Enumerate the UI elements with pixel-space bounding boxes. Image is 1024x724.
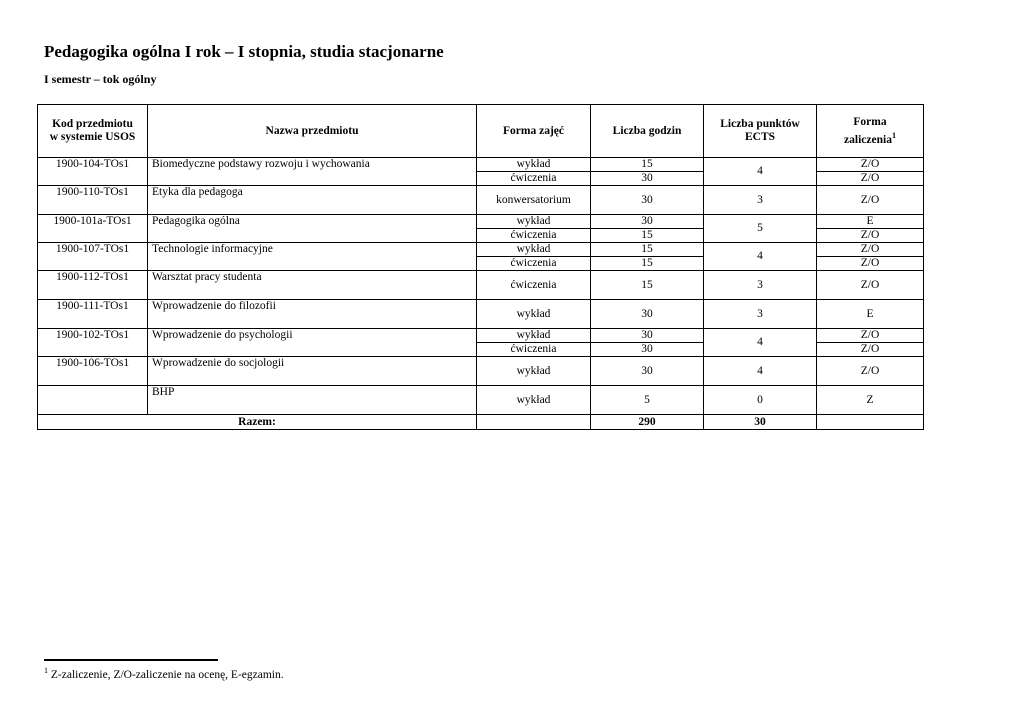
- course-hours: 15: [591, 257, 704, 271]
- course-code: 1900-101a-TOs1: [38, 215, 148, 243]
- course-credit: E: [817, 215, 924, 229]
- course-hours: 30: [591, 343, 704, 357]
- course-credit: Z/O: [817, 357, 924, 386]
- course-credit: Z/O: [817, 243, 924, 257]
- course-ects: 3: [704, 300, 817, 329]
- course-code: 1900-104-TOs1: [38, 158, 148, 186]
- header-name: Nazwa przedmiotu: [148, 105, 477, 158]
- course-form: konwersatorium: [477, 186, 591, 215]
- course-credit: Z/O: [817, 257, 924, 271]
- course-ects: 5: [704, 215, 817, 243]
- course-hours: 15: [591, 229, 704, 243]
- course-form: ćwiczenia: [477, 343, 591, 357]
- total-ects: 30: [704, 415, 817, 430]
- course-hours: 30: [591, 172, 704, 186]
- course-form: wykład: [477, 300, 591, 329]
- footnote: [44, 666, 284, 681]
- course-form: wykład: [477, 386, 591, 415]
- course-hours: 30: [591, 215, 704, 229]
- table-row: [38, 271, 924, 300]
- table-row: [38, 243, 924, 257]
- table-header-row: [38, 105, 924, 158]
- header-credit: [817, 105, 924, 158]
- course-hours: 30: [591, 186, 704, 215]
- total-empty-cell: [477, 415, 591, 430]
- course-ects: 3: [704, 271, 817, 300]
- course-form: wykład: [477, 329, 591, 343]
- course-form: wykład: [477, 243, 591, 257]
- header-code-line2: w systemie USOS: [49, 131, 136, 143]
- total-row: [38, 415, 924, 430]
- course-credit: Z/O: [817, 158, 924, 172]
- footnote-marker: 1: [891, 130, 896, 140]
- page-title: Pedagogika ogólna I rok – I stopnia, studia stacjonarne: [44, 42, 444, 61]
- course-credit: Z: [817, 386, 924, 415]
- course-name: Wprowadzenie do filozofii: [148, 300, 477, 329]
- course-hours: 15: [591, 271, 704, 300]
- course-code: [38, 386, 148, 415]
- course-credit: Z/O: [817, 343, 924, 357]
- table-row: [38, 357, 924, 386]
- page-subtitle: I semestr – tok ogólny: [44, 72, 157, 86]
- course-hours: 5: [591, 386, 704, 415]
- course-credit: Z/O: [817, 329, 924, 343]
- header-code-line1: Kod przedmiotu: [52, 118, 133, 130]
- table-row: [38, 158, 924, 172]
- course-form: wykład: [477, 158, 591, 172]
- course-name: Wprowadzenie do psychologii: [148, 329, 477, 357]
- course-ects: 3: [704, 186, 817, 215]
- footnote-divider: [44, 659, 218, 661]
- course-ects: 4: [704, 158, 817, 186]
- course-credit: Z/O: [817, 271, 924, 300]
- course-credit: Z/O: [817, 186, 924, 215]
- course-hours: 15: [591, 158, 704, 172]
- table-row: [38, 329, 924, 343]
- header-credit-line2: zaliczenia: [844, 133, 892, 146]
- course-hours: 15: [591, 243, 704, 257]
- header-form: Forma zajęć: [477, 105, 591, 158]
- course-name: Etyka dla pedagoga: [148, 186, 477, 215]
- course-ects: 4: [704, 243, 817, 271]
- total-label: Razem:: [38, 415, 477, 430]
- course-ects: 0: [704, 386, 817, 415]
- course-name: Wprowadzenie do socjologii: [148, 357, 477, 386]
- course-code: 1900-112-TOs1: [38, 271, 148, 300]
- header-ects-line1: Liczba punktów: [720, 118, 800, 130]
- course-form: ćwiczenia: [477, 172, 591, 186]
- course-code: 1900-106-TOs1: [38, 357, 148, 386]
- header-ects: [704, 105, 817, 158]
- table-row: [38, 300, 924, 329]
- footnote-number: 1: [44, 666, 48, 675]
- course-ects: 4: [704, 329, 817, 357]
- course-name: BHP: [148, 386, 477, 415]
- header-hours: Liczba godzin: [591, 105, 704, 158]
- course-hours: 30: [591, 357, 704, 386]
- course-hours: 30: [591, 300, 704, 329]
- course-table: [37, 104, 924, 430]
- header-credit-line1: Forma: [853, 115, 887, 128]
- course-code: 1900-102-TOs1: [38, 329, 148, 357]
- course-ects: 4: [704, 357, 817, 386]
- course-name: Biomedyczne podstawy rozwoju i wychowania: [148, 158, 477, 186]
- course-credit: Z/O: [817, 229, 924, 243]
- total-hours: 290: [591, 415, 704, 430]
- footnote-text: Z-zaliczenie, Z/O-zaliczenie na ocenę, E-egzamin.: [48, 668, 284, 681]
- course-form: wykład: [477, 215, 591, 229]
- table-row: [38, 215, 924, 229]
- course-credit: E: [817, 300, 924, 329]
- course-code: 1900-107-TOs1: [38, 243, 148, 271]
- course-name: Warsztat pracy studenta: [148, 271, 477, 300]
- course-code: 1900-110-TOs1: [38, 186, 148, 215]
- course-code: 1900-111-TOs1: [38, 300, 148, 329]
- course-credit: Z/O: [817, 172, 924, 186]
- total-empty-cell: [817, 415, 924, 430]
- table-row: [38, 186, 924, 215]
- header-code: [38, 105, 148, 158]
- course-form: ćwiczenia: [477, 271, 591, 300]
- course-form: wykład: [477, 357, 591, 386]
- course-hours: 30: [591, 329, 704, 343]
- table-row: [38, 386, 924, 415]
- course-name: Technologie informacyjne: [148, 243, 477, 271]
- course-name: Pedagogika ogólna: [148, 215, 477, 243]
- course-form: ćwiczenia: [477, 257, 591, 271]
- course-form: ćwiczenia: [477, 229, 591, 243]
- header-ects-line2: ECTS: [744, 131, 776, 143]
